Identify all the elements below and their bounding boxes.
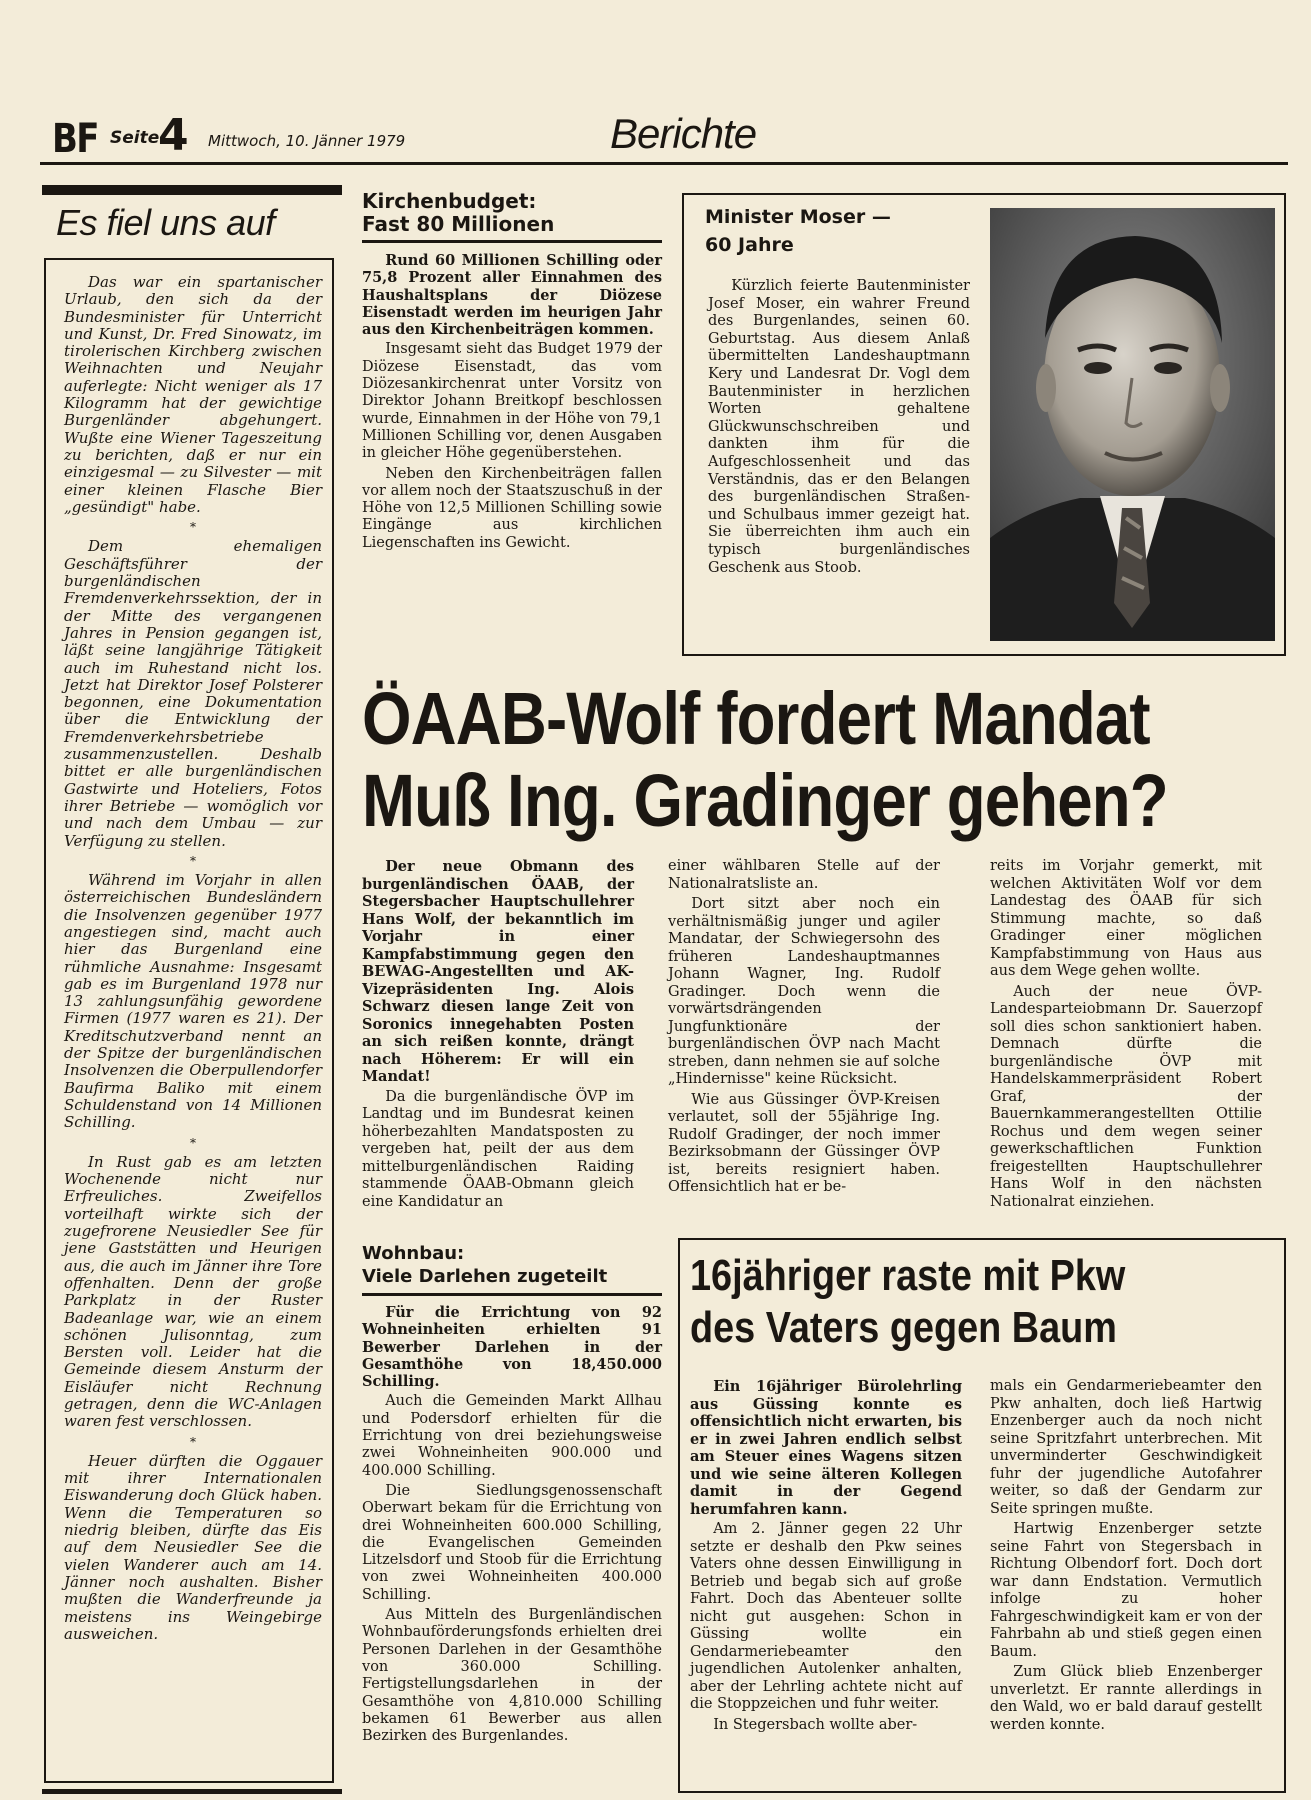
main-article-paragraph: Dort sitzt aber noch ein verhältnismäßig junger und agiler Mandatar, der Schwiegersohn des früheren Landeshauptmannes Johann Wagner, Ing. Rudolf Gradinger. Doch wenn die vorwärtsdrängenden Jungfunktionäre der burgenländischen ÖVP nach Macht streben, dann nehmen sie auf solche „Hindernisse" keine Rücksicht. xyxy=(668,896,940,1087)
pkw-lead: Ein 16jähriger Bürolehrling aus Güssing konnte es offensichtlich nicht erwarten, bis er in zwei Jahren endlich selbst am Steuer eines Wagens sitzen und wie seine älteren Kollegen damit in der Gegend herumfahren kann. xyxy=(690,1378,962,1518)
notice-paragraph: Heuer dürften die Oggauer mit ihrer Internationalen Eiswanderung doch Glück haben. Wenn die Temperaturen so niedrig bleiben, dürfte das Eis auf dem Neusiedler See die vielen Wanderer auch am 14. Jänner noch aushalten. Bisher mußten die Wanderfreunde ja meistens ins Weingebirge ausweichen. xyxy=(64,1451,322,1643)
seite-label: Seite xyxy=(110,128,160,148)
wohnbau-body xyxy=(362,1304,662,1748)
column-title-es-fiel-uns-auf: Es fiel uns auf xyxy=(56,202,275,243)
separator-star: * xyxy=(190,853,196,868)
es-fiel-uns-auf-body xyxy=(64,274,322,1643)
kirchenbudget-title-line1: Kirchenbudget: xyxy=(362,189,537,213)
wohnbau-title-line1: Wohnbau: xyxy=(362,1243,465,1264)
main-headline-line1: ÖAAB-Wolf fordert Mandat xyxy=(362,677,1150,760)
pkw-title-line2: des Vaters gegen Baum xyxy=(690,1303,1117,1352)
main-article-column-3 xyxy=(990,858,1262,1214)
main-article-paragraph: Wie aus Güssinger ÖVP-Kreisen verlautet, soll der 55jährige Ing. Rudolf Gradinger, der noch immer Bezirksobmann der Güssinger ÖVP ist, bereits resigniert haben. Offensichtlich hat er be- xyxy=(668,1091,940,1195)
kirchenbudget-paragraph: Neben den Kirchenbeiträgen fallen vor allem noch der Staatszuschuß in der Höhe von 12,5 Millionen Schilling sowie Eingänge aus kirchlichen Liegenschaften ins Gewicht. xyxy=(362,465,662,551)
moser-title-line1: Minister Moser — xyxy=(705,206,891,228)
wohnbau-rule xyxy=(362,1293,662,1296)
notice-paragraph: In Rust gab es am letzten Wochenende nicht nur Erfreuliches. Zweifellos vorteilhaft wirkte sich der zugefrorene Neusiedler See für jene Gaststätten und Heurigen aus, die auch im Jänner ihre Tore offenhalten. Denn der große Parkplatz in der Ruster Badeanlage war, wie an einem schönen Julisonntag, zum Bersten voll. Leider hat die Gemeinde diesem Ansturm der Eisläufer nicht Rechnung getragen, denn die WC-Anlagen waren fest verschlossen. xyxy=(64,1152,322,1431)
main-headline-line2: Muß Ing. Gradinger gehen? xyxy=(362,759,1168,842)
moser-headline xyxy=(705,203,965,259)
main-article-paragraph: Da die burgenländische ÖVP im Landtag und im Bundesrat keinen höherbezahlten Mandatsposten zu vergeben hat, peilt der aus dem mittelburgenländischen Raiding stammende ÖAAB-Obmann gleich eine Kandidatur an xyxy=(362,1088,634,1210)
pkw-paragraph: Zum Glück blieb Enzenberger unverletzt. Er rannte allerdings in den Wald, wo er bald darauf gestellt werden konnte. xyxy=(990,1664,1262,1733)
notice-paragraph: Das war ein spartanischer Urlaub, den sich da der Bundesminister für Unterricht und Kunst, Dr. Fred Sinowatz, im tirolerischen Kirchberg zwischen Weihnachten und Neujahr auferlegte: Nicht weniger als 17 Kilogramm hat der gewichtige Burgenländer abgehungert. Wußte eine Wiener Tageszeitung zu berichten, daß er nur ein einzigesmal — zu Silvester — mit einer kleinen Flasche Bier „gesündigt" habe. xyxy=(64,273,322,516)
main-article-lead: Der neue Obmann des burgenländischen ÖAAB, der Stegersbacher Hauptschullehrer Hans Wolf, der bekanntlich im Vorjahr in einer Kampfabstimmung gegen den BEWAG-Angestellten und AK-Vizepräsidenten Ing. Alois Schwarz diesen lange Zeit von Soronics innegehabten Posten an sich reißen konnte, drängt nach Höherem: Er will ein Mandat! xyxy=(362,858,634,1085)
issue-date: Mittwoch, 10. Jänner 1979 xyxy=(208,132,406,150)
kirchenbudget-title-line2: Fast 80 Millionen xyxy=(362,212,555,236)
moser-title-line2: 60 Jahre xyxy=(705,234,794,256)
left-column-bottom-rule xyxy=(42,1789,342,1794)
pkw-headline xyxy=(690,1250,1240,1354)
pkw-paragraph: Am 2. Jänner gegen 22 Uhr setzte er deshalb den Pkw seines Vaters ohne dessen Einwilligung in Betrieb und begab sich auf große Fahrt. Doch das Abenteuer sollte nicht gut ausgehen: Schon in Güssing wollte ein Gendarmeriebeamter den jugendlichen Autolenker anhalten, aber der Lehrling achtete nicht auf die Stoppzeichen und fuhr weiter. xyxy=(690,1521,962,1712)
separator-star: * xyxy=(190,1434,196,1449)
pkw-title-line1: 16jähriger raste mit Pkw xyxy=(690,1251,1126,1300)
pkw-article-column-2 xyxy=(990,1378,1262,1737)
separator-star: * xyxy=(190,520,196,535)
wohnbau-title-line2: Viele Darlehen zugeteilt xyxy=(362,1266,608,1287)
portrait-illustration xyxy=(990,208,1275,641)
moser-body xyxy=(708,278,970,580)
notice-paragraph: Während im Vorjahr in allen österreichischen Bundesländern die Insolvenzen gegenüber 1977 angestiegen sind, macht auch hier das Burgenland eine rühmliche Ausnahme: Insgesamt gab es im Burgenland 1978 nur 13 zahlungsunfähig gewordene Firmen (1977 waren es 21). Der Kreditschutzverband nennt an der Spitze der burgenländischen Insolvenzen die Oberpullendorfer Baufirma Baliko mit einem Schuldenstand von 14 Millionen Schilling. xyxy=(64,871,322,1132)
masthead xyxy=(40,110,1288,165)
main-article-paragraph: reits im Vorjahr gemerkt, mit welchen Aktivitäten Wolf vor dem Landestag des ÖAAB für sich Stimmung machte, so daß Gradinger einer möglichen Kampfabstimmung von Haus aus aus dem Wege gehen wollte. xyxy=(990,858,1262,979)
page-number: 4 xyxy=(158,110,189,161)
separator-star: * xyxy=(190,1135,196,1150)
kirchenbudget-paragraph: Insgesamt sieht das Budget 1979 der Diözese Eisenstadt, das vom Diözesankirchenrat unter Vorsitz von Direktor Johann Breitkopf beschlossen wurde, Einnahmen in der Höhe von 79,1 Millionen Schilling vor, denen Ausgaben in gleicher Höhe gegenüberstehen. xyxy=(362,341,662,462)
es-fiel-uns-auf-box xyxy=(44,258,334,1783)
main-article-column-1 xyxy=(362,858,634,1214)
main-article-paragraph: einer wählbaren Stelle auf der Nationalratsliste an. xyxy=(668,858,940,892)
pkw-paragraph: Hartwig Enzenberger setzte seine Fahrt von Stegersbach in Richtung Olbendorf fort. Doch dort war dann Endstation. Vermutlich infolge zu hoher Fahrgeschwindigkeit kam er von der Fahrbahn ab und stieß gegen einen Baum. xyxy=(990,1521,1262,1660)
pkw-article-column-1 xyxy=(690,1378,962,1737)
wohnbau-paragraph: Aus Mitteln des Burgenländischen Wohnbauförderungsfonds erhielten drei Personen Darlehen in der Gesamthöhe von 360.000 Schilling. Fertigstellungsdarlehen in der Gesamthöhe von 4,810.000 Schilling bekamen 61 Bewerber aus allen Bezirken des Burgenlandes. xyxy=(362,1607,662,1745)
main-article-paragraph: Auch der neue ÖVP-Landesparteiobmann Dr. Sauerzopf soll dies schon sanktioniert haben. Demnach dürfte die burgenländische ÖVP mit Handelskammerpräsident Robert Graf, der Bauernkammerangestellten Ottilie Rochus und dem wegen seiner gewerkschaftlichen Funktion freigestellten Hauptschullehrer Hans Wolf in den nächsten Nationalrat einziehen. xyxy=(990,983,1262,1210)
moser-paragraph: Kürzlich feierte Bautenminister Josef Moser, ein wahrer Freund des Burgenlandes, seinen 60. Geburtstag. Aus diesem Anlaß übermittelten Landeshauptmann Kery und Landesrat Dr. Vogl dem Bautenminister in herzlichen Worten gehaltene Glückwunschschreiben und dankten ihm für die Aufgeschlossenheit und das Verständnis, das er den Belangen des burgenländischen Straßen- und Schulbaus immer gezeigt hat. Sie überreichten ihm auch ein typisch burgenländisches Geschenk aus Stoob. xyxy=(708,278,970,576)
left-column-top-rule xyxy=(42,185,342,195)
kirchenbudget-lead: Rund 60 Millionen Schilling oder 75,8 Prozent aller Einnahmen des Haushaltsplans der Diözese Eisenstadt werden im heurigen Jahr aus den Kirchenbeiträgen kommen. xyxy=(362,252,662,339)
pkw-paragraph: In Stegersbach wollte aber- xyxy=(713,1716,918,1733)
section-title: Berichte xyxy=(610,110,757,157)
pkw-paragraph: mals ein Gendarmeriebeamter den Pkw anhalten, doch ließ Hartwig Enzenberger auch da noch nicht seine Spritzfahrt unterbrechen. Mit unverminderter Geschwindigkeit fuhr der jugendliche Autofahrer weiter, so daß der Gendarm zur Seite springen mußte. xyxy=(990,1378,1262,1517)
main-headline xyxy=(362,677,1168,842)
kirchenbudget-headline xyxy=(362,190,662,236)
newspaper-logo: BF xyxy=(52,116,98,162)
portrait-photo-moser xyxy=(990,208,1275,641)
wohnbau-paragraph: Die Siedlungsgenossenschaft Oberwart bekam für die Errichtung von drei Wohneinheiten 600.000 Schilling, die Evangelischen Gemeinden Litzelsdorf und Stoob für die Errichtung von zwei Wohneinheiten 400.000 Schilling. xyxy=(362,1482,662,1603)
wohnbau-lead: Für die Errichtung von 92 Wohneinheiten erhielten 91 Bewerber Darlehen in der Gesamthöhe von 18,450.000 Schilling. xyxy=(362,1304,662,1391)
main-article-column-2 xyxy=(668,858,940,1200)
wohnbau-paragraph: Auch die Gemeinden Markt Allhau und Podersdorf erhielten für die Errichtung von drei beziehungsweise zwei Wohneinheiten 900.000 und 400.000 Schilling. xyxy=(362,1393,662,1479)
wohnbau-headline xyxy=(362,1242,662,1288)
kirchenbudget-body xyxy=(362,252,662,555)
kirchenbudget-rule xyxy=(362,240,662,243)
notice-paragraph: Dem ehemaligen Geschäftsführer der burgenländischen Fremdenverkehrssektion, der in der Mitte des vergangenen Jahres in Pension gegangen ist, läßt seine langjährige Tätigkeit auch im Ruhestand nicht los. Jetzt hat Direktor Josef Polsterer begonnen, eine Dokumentation über die Entwicklung der Fremdenverkehrsbetriebe zusammenzustellen. Deshalb bittet er alle burgenländischen Gastwirte und Hoteliers, Fotos ihrer Betriebe — womöglich vor und nach dem Umbau — zur Verfügung zu stellen. xyxy=(64,537,322,850)
